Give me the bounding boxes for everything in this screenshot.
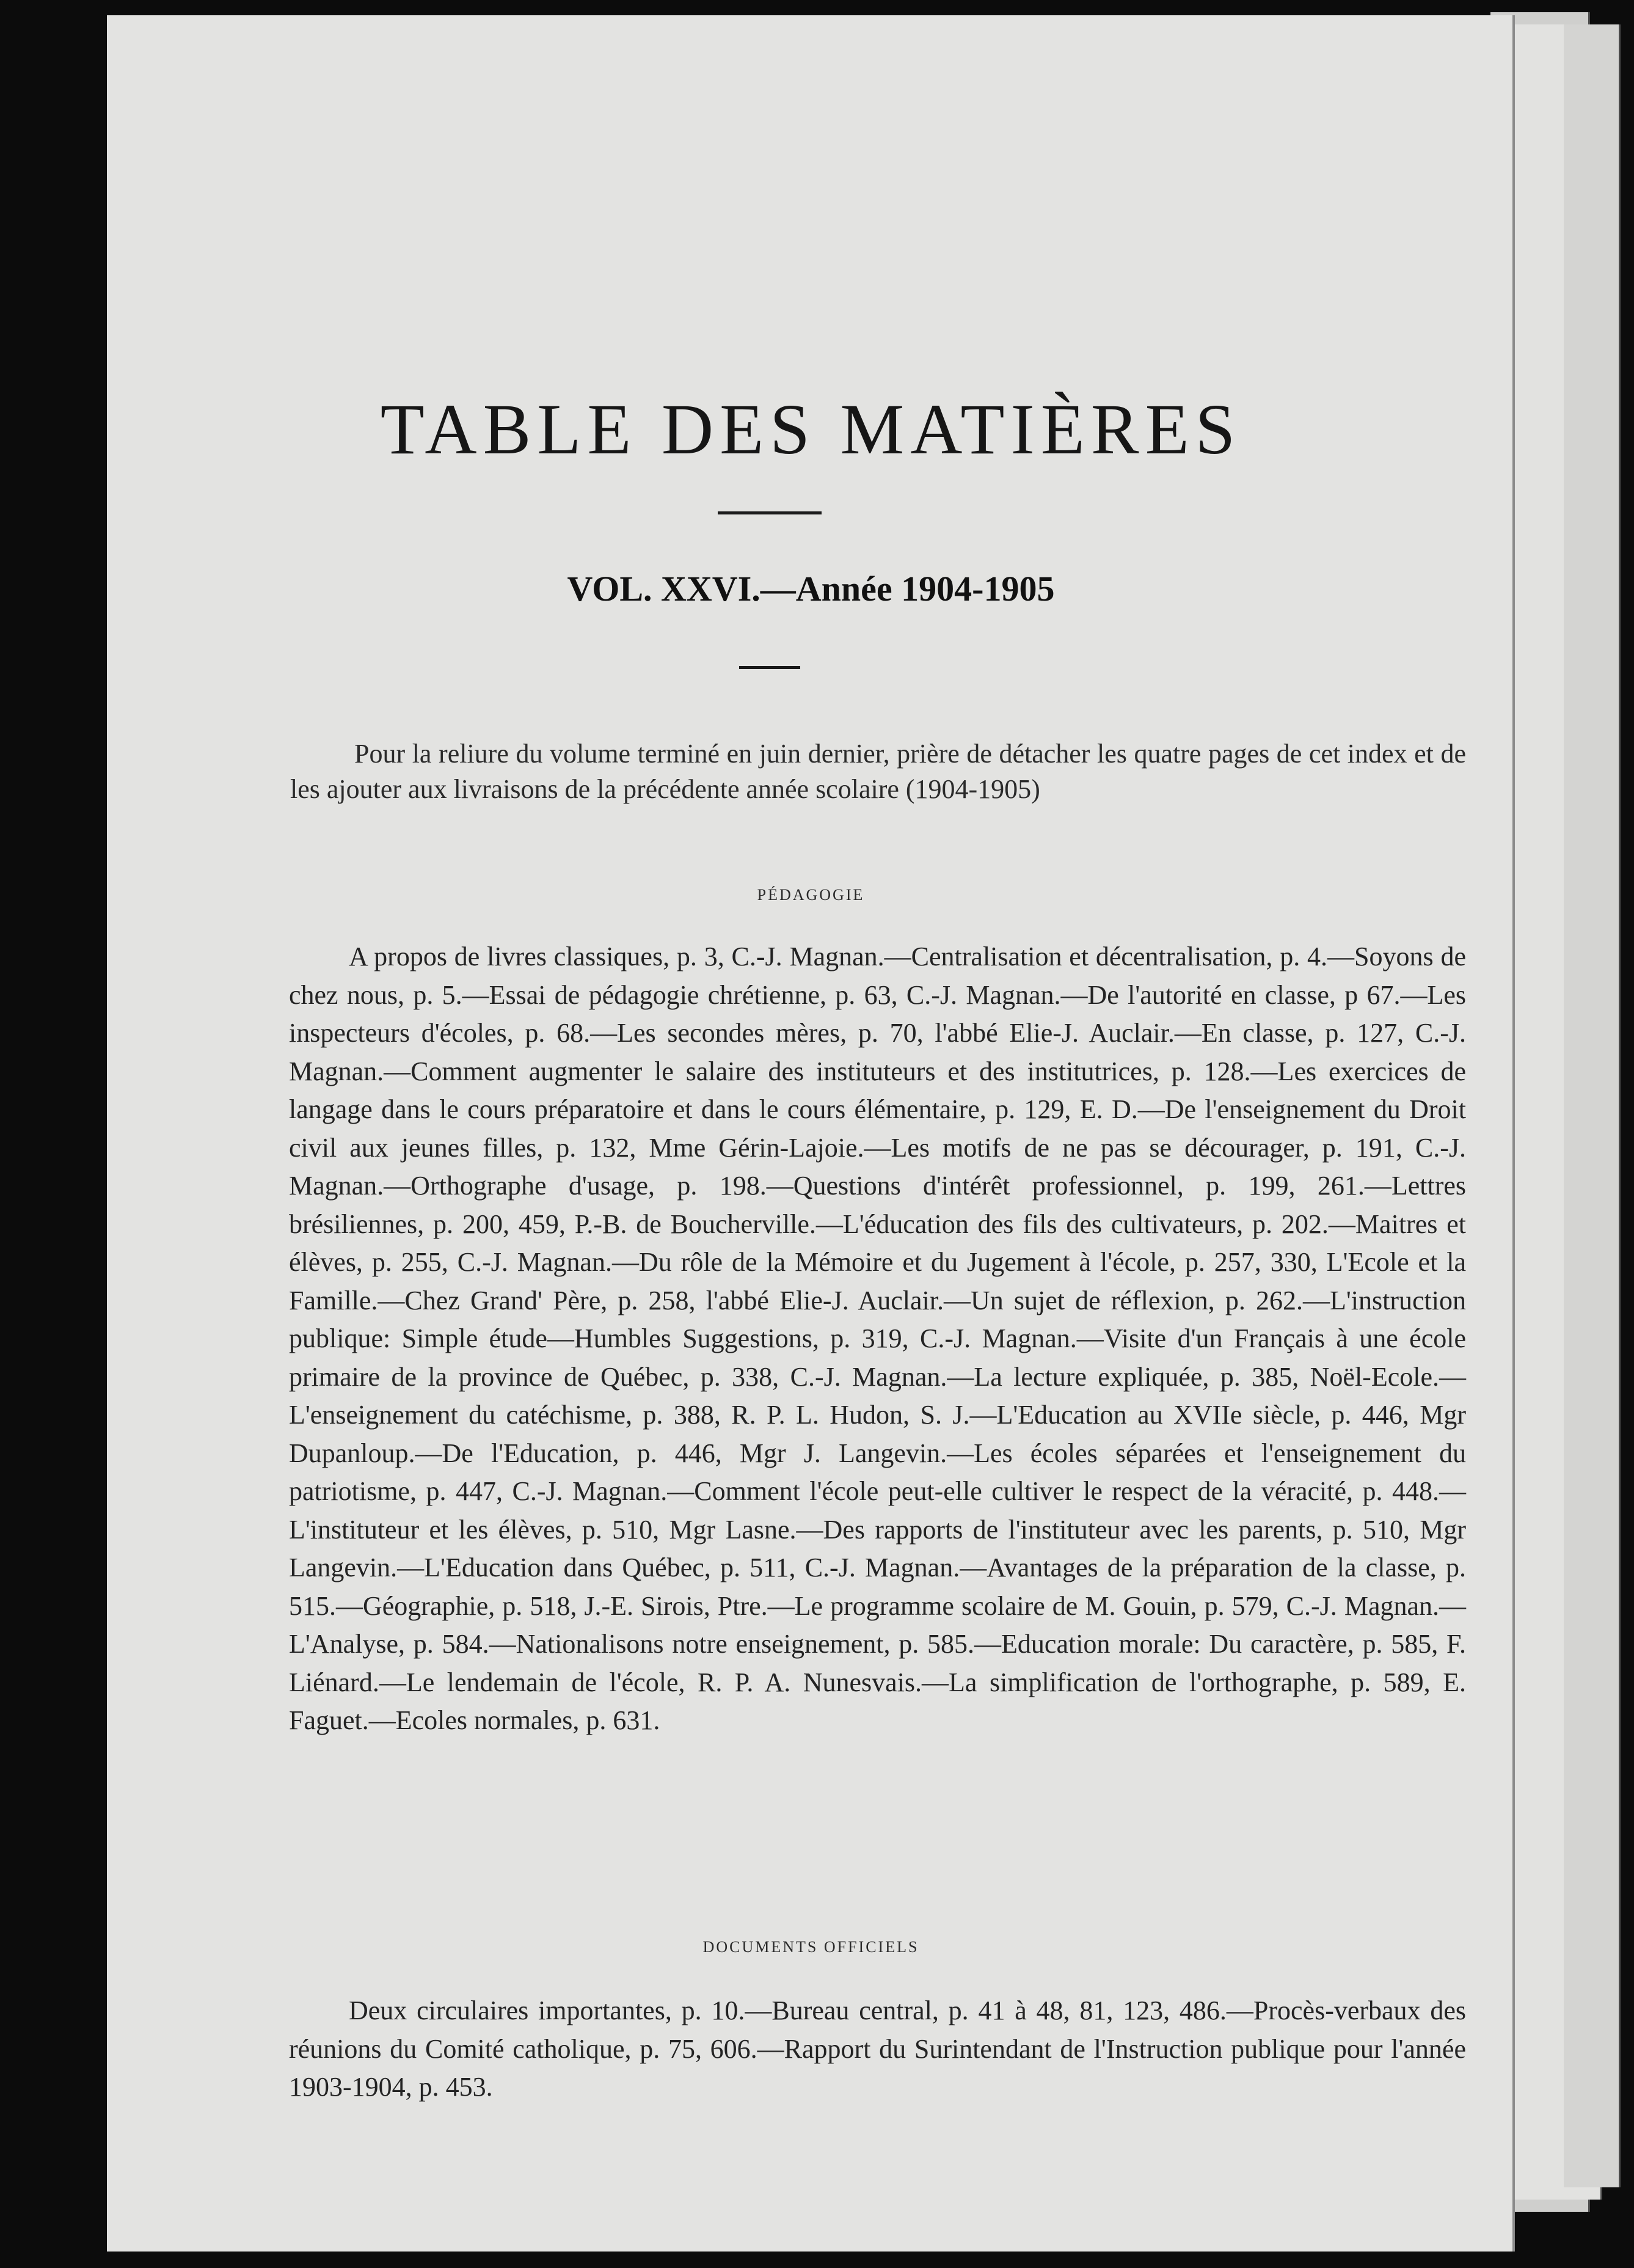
- section-text-documents-officiels: Deux circulaires importantes, p. 10.—Bureau central, p. 41 à 48, 81, 123, 486.—Procès-verbaux des réunions du Comité catholique, p. 75, 606.—Rapport du Surintendant de l'Instruction publique pour l'année 1903-1904, p. 453.: [289, 1995, 1466, 2102]
- section-heading-pedagogie: PÉDAGOGIE: [757, 886, 865, 904]
- page-title: TABLE DES MATIÈRES: [380, 389, 1242, 469]
- title-divider: [718, 511, 822, 514]
- volume-divider: [739, 666, 800, 669]
- volume-line: VOL. XXVI.—Année 1904-1905: [567, 569, 1055, 609]
- intro-paragraph: Pour la reliure du volume terminé en juin dernier, prière de détacher les quatre pages de cet index et de les ajouter aux livraisons de la précédente année scolaire (1904-1905): [290, 739, 1466, 804]
- document-page: [107, 15, 1515, 2252]
- section-text-pedagogie: A propos de livres classiques, p. 3, C.-J. Magnan.—Centralisation et décentralisation, p. 4.—Soyons de chez nous, p. 5.—Essai de pédagogie chrétienne, p. 63, C.-J. Magnan.—De l'autorité en classe, p 67.—Les inspecteurs d'écoles, p. 68.—Les secondes mères, p. 70, l'abbé Elie-J. Auclair.—En classe, p. 127, C.-J. Magnan.—Comment augmenter le salaire des instituteurs et des institutrices, p. 128.—Les exercices de langage dans le cours préparatoire et dans le cours élémentaire, p. 129, E. D.—De l'enseignement du Droit civil aux jeunes filles, p. 132, Mme Gérin-Lajoie.—Les motifs de ne pas se décourager, p. 191, C.-J. Magnan.—Orthographe d'usage, p. 198.—Questions d'intérêt professionnel, p. 199, 261.—Lettres brésiliennes, p. 200, 459, P.-B. de Boucherville.—L'éducation des fils des cultivateurs, p. 202.—Maitres et élèves, p. 255, C.-J. Magnan.—Du rôle de la Mémoire et du Jugement à l'école, p. 257, 330, L'Ecole et la Famille.—Chez Grand' Père, p. 258, l'abbé Elie-J. Auclair.—Un sujet de réflexion, p. 262.—L'instruction publique: Simple étude—Humbles Suggestions, p. 319, C.-J. Magnan.—Visite d'un Français à une école primaire de la province de Québec, p. 338, C.-J. Magnan.—La lecture expliquée, p. 385, Noël-Ecole.—L'enseignement du catéchisme, p. 388, R. P. L. Hudon, S. J.—L'Education au XVIIe siècle, p. 446, Mgr Dupanloup.—De l'Education, p. 446, Mgr J. Langevin.—Les écoles séparées et l'enseignement du patriotisme, p. 447, C.-J. Magnan.—Comment l'école peut-elle cultiver le respect de la véracité, p. 448.—L'instituteur et les élèves, p. 510, Mgr Lasne.—Des rapports de l'instituteur avec les parents, p. 510, Mgr Langevin.—L'Education dans Québec, p. 511, C.-J. Magnan.—Avantages de la préparation de la classe, p. 515.—Géographie, p. 518, J.-E. Sirois, Ptre.—Le programme scolaire de M. Gouin, p. 579, C.-J. Magnan.—L'Analyse, p. 584.—Nationalisons notre enseignement, p. 585.—Education morale: Du caractère, p. 585, F. Liénard.—Le lendemain de l'école, R. P. A. Nunesvais.—La simplification de l'orthographe, p. 589, E. Faguet.—Ecoles normales, p. 631.: [289, 942, 1466, 1735]
- section-heading-documents-officiels: DOCUMENTS OFFICIELS: [702, 1938, 919, 1956]
- page-edge-stack: [1564, 24, 1621, 2187]
